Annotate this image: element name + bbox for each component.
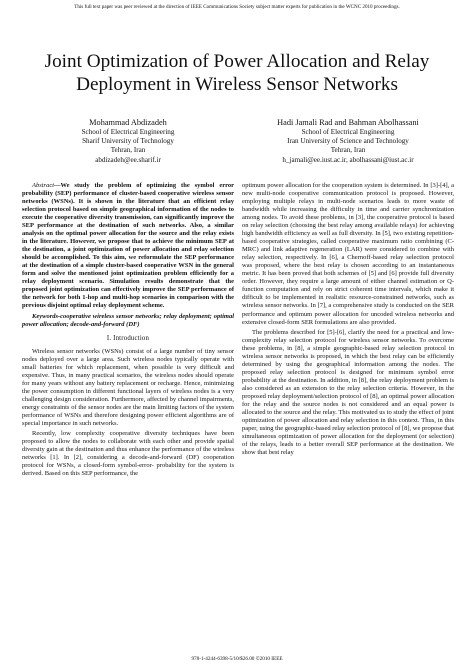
author-2-name: Hadi Jamali Rad and Bahman Abolhassani bbox=[277, 118, 419, 127]
author-1-location: Tehran, Iran bbox=[110, 146, 146, 155]
abstract bbox=[22, 182, 234, 311]
section-heading-introduction: I. Introduction bbox=[106, 334, 150, 342]
author-block-2 bbox=[242, 117, 454, 165]
author-1-university: Sharif University of Technology bbox=[82, 137, 174, 146]
author-1-affiliation: School of Electrical Engineering bbox=[81, 128, 175, 136]
keywords-label: Keywords- bbox=[32, 312, 61, 320]
author-block-1 bbox=[22, 117, 234, 165]
abstract-text: —We study the problem of optimizing the symbol error probability (SEP) performance of cluster-based cooperative wireless sensor networks (WSNs). It is shown in the literature that an efficient relay selection protocol based on simple geographical information of the nodes to execute the cooperative diversity transmission, can significantly improve the SEP performance at the destination of such networks. Also, a similar analysis on the optimal power allocation for the source and the relay exists in the literature. However, we propose that to achieve the minimum SEP at the destination, a joint optimization of power allocation and relay selection should be accomplished. To this aim, we reformulate the SEP performance at the destination of a simple cluster-based cooperative WSN in the general form and solve the mentioned joint optimization problem efficiently for a relay deployment scenario. Simulation results demonstrate that the proposed joint optimization can effectively improve the SEP performance of the network for both 1-hop and multi-hop scenarios in comparison with the previous disjoint optimal relay deployment scheme. bbox=[22, 182, 234, 310]
paper-title bbox=[20, 50, 454, 96]
keywords bbox=[22, 313, 234, 329]
title-line-1: Joint Optimization of Power Allocation and Relay bbox=[44, 51, 430, 72]
author-2-university: Iran University of Science and Technology bbox=[287, 137, 409, 146]
title-line-2: Deployment in Wireless Sensor Networks bbox=[76, 74, 398, 95]
left-column bbox=[22, 182, 234, 478]
body-paragraph: Recently, low complexity cooperative diversity techniques have been proposed to allow the nodes to collaborate with each other and provide spatial diversity gain at the destination and thus enhance the performance of the wireless networks [1]. In [2], considering a decode-and-forward (DF) cooperation protocol for WSNs, a closed-form symbol-error- probability for the system is derived. Based on this SEP performance, the bbox=[22, 429, 234, 478]
author-1-name: Mohammad Abdizadeh bbox=[89, 118, 167, 127]
author-1-email: abdizadeh@ee.sharif.ir bbox=[95, 155, 161, 164]
body-paragraph: Wireless sensor networks (WSNs) consist of a large number of tiny sensor nodes deployed over a large area. Such wireless nodes typically operate with small batteries for which replacement, when possible is very difficult and expensive. Thus, in many practical scenarios, the wireless nodes should operate for many years without any battery replacement or recharge. Hence, minimizing the power consumption in different functional layers of wireless nodes is a very challenging design consideration. Furthermore, affected by channel impairments, energy constraints of the sensor nodes are the main limiting factors of the system performance of WSNs and therefore designing power efficient algorithms are of special importance in such networks. bbox=[22, 347, 234, 427]
body-paragraph: optimum power allocation for the cooperation system is determined. In [3]-[4], a new multi-node cooperative communication protocol is proposed. However, employing multiple relays in multi-node scenarios leads to more waste of bandwidth while increasing the difficulty in time and carrier synchronization among nodes. To avoid these problems, in [3], the cooperative protocol is based on relay selection (choosing the best relay among available relays) for achieving high bandwidth efficiency as well as full diversity. In [5], two existing repetition-based cooperative strategies, called cooperative maximum ratio combining (C-MRC) and link adaptive regeneration (LAR) were considered to combine with relay selection, respectively. In [6], a Chernoff-based relay selection protocol was proposed, where the best relay is chosen according to an instantaneous metric. It has been proved that both schemes of [5] and [6] provide full diversity order. However, they require a large amount of either channel estimation or Q-function computation and rely on strict coherent time intervals, which make it difficult to be implemented in realistic resource-constrained networks, such as wireless sensor networks. In [7], a comprehensive study is conducted on the SER performance and optimum power allocation for uncoded wireless networks and extensive closed-form SER formulations are also provided. bbox=[242, 182, 454, 326]
keywords-text: cooperative wireless sensor networks; relay deployment; optimal power allocation; decode-and-forward (DF) bbox=[22, 312, 234, 328]
author-2-affiliation: School of Electrical Engineering bbox=[301, 128, 395, 136]
header-note: This full text paper was peer reviewed at the direction of IEEE Communications Society subject matter experts for publication in the WCNC 2010 proceedings. bbox=[74, 4, 400, 10]
abstract-label: Abstract bbox=[32, 182, 55, 189]
right-column bbox=[242, 182, 454, 457]
body-paragraph: The problems described for [5]-[6], clarify the need for a practical and low-complexity relay selection protocol for wireless sensor networks. To overcome these problems, in [8], a simple geographic-based relay selection protocol in wireless sensor networks is proposed, in which the best relay can be efficiently determined by using the geographical information among the nodes. The proposed relay selection protocol is designed for minimum symbol error probability at the destination. In addition, in [8], the relay deployment problem is also considered as an extension to the relay selection criteria. However, in the proposed relay deployment/selection protocol of [8], an optimal power allocation for the relay and the source nodes is not considered and an equal power is allocated to the source and the relay. This motivated us to study the effect of joint optimization of power allocation and relay selection in this context. Thus, in this paper, using the geographic-based relay selection protocol of [8], we propose that simultaneous optimization of power allocation for the deployment (or selection) of the relays, leads to a better overall SEP performance at the destination. We show that best relay bbox=[242, 328, 454, 457]
author-2-location: Tehran, Iran bbox=[330, 146, 366, 155]
author-2-email: h_jamali@ee.iust.ac.ir, abolhassani@iust.ac.ir bbox=[282, 155, 414, 164]
footer-note: 978-1-4244-6398-5/10/$26.00 ©2010 IEEE bbox=[191, 656, 283, 662]
